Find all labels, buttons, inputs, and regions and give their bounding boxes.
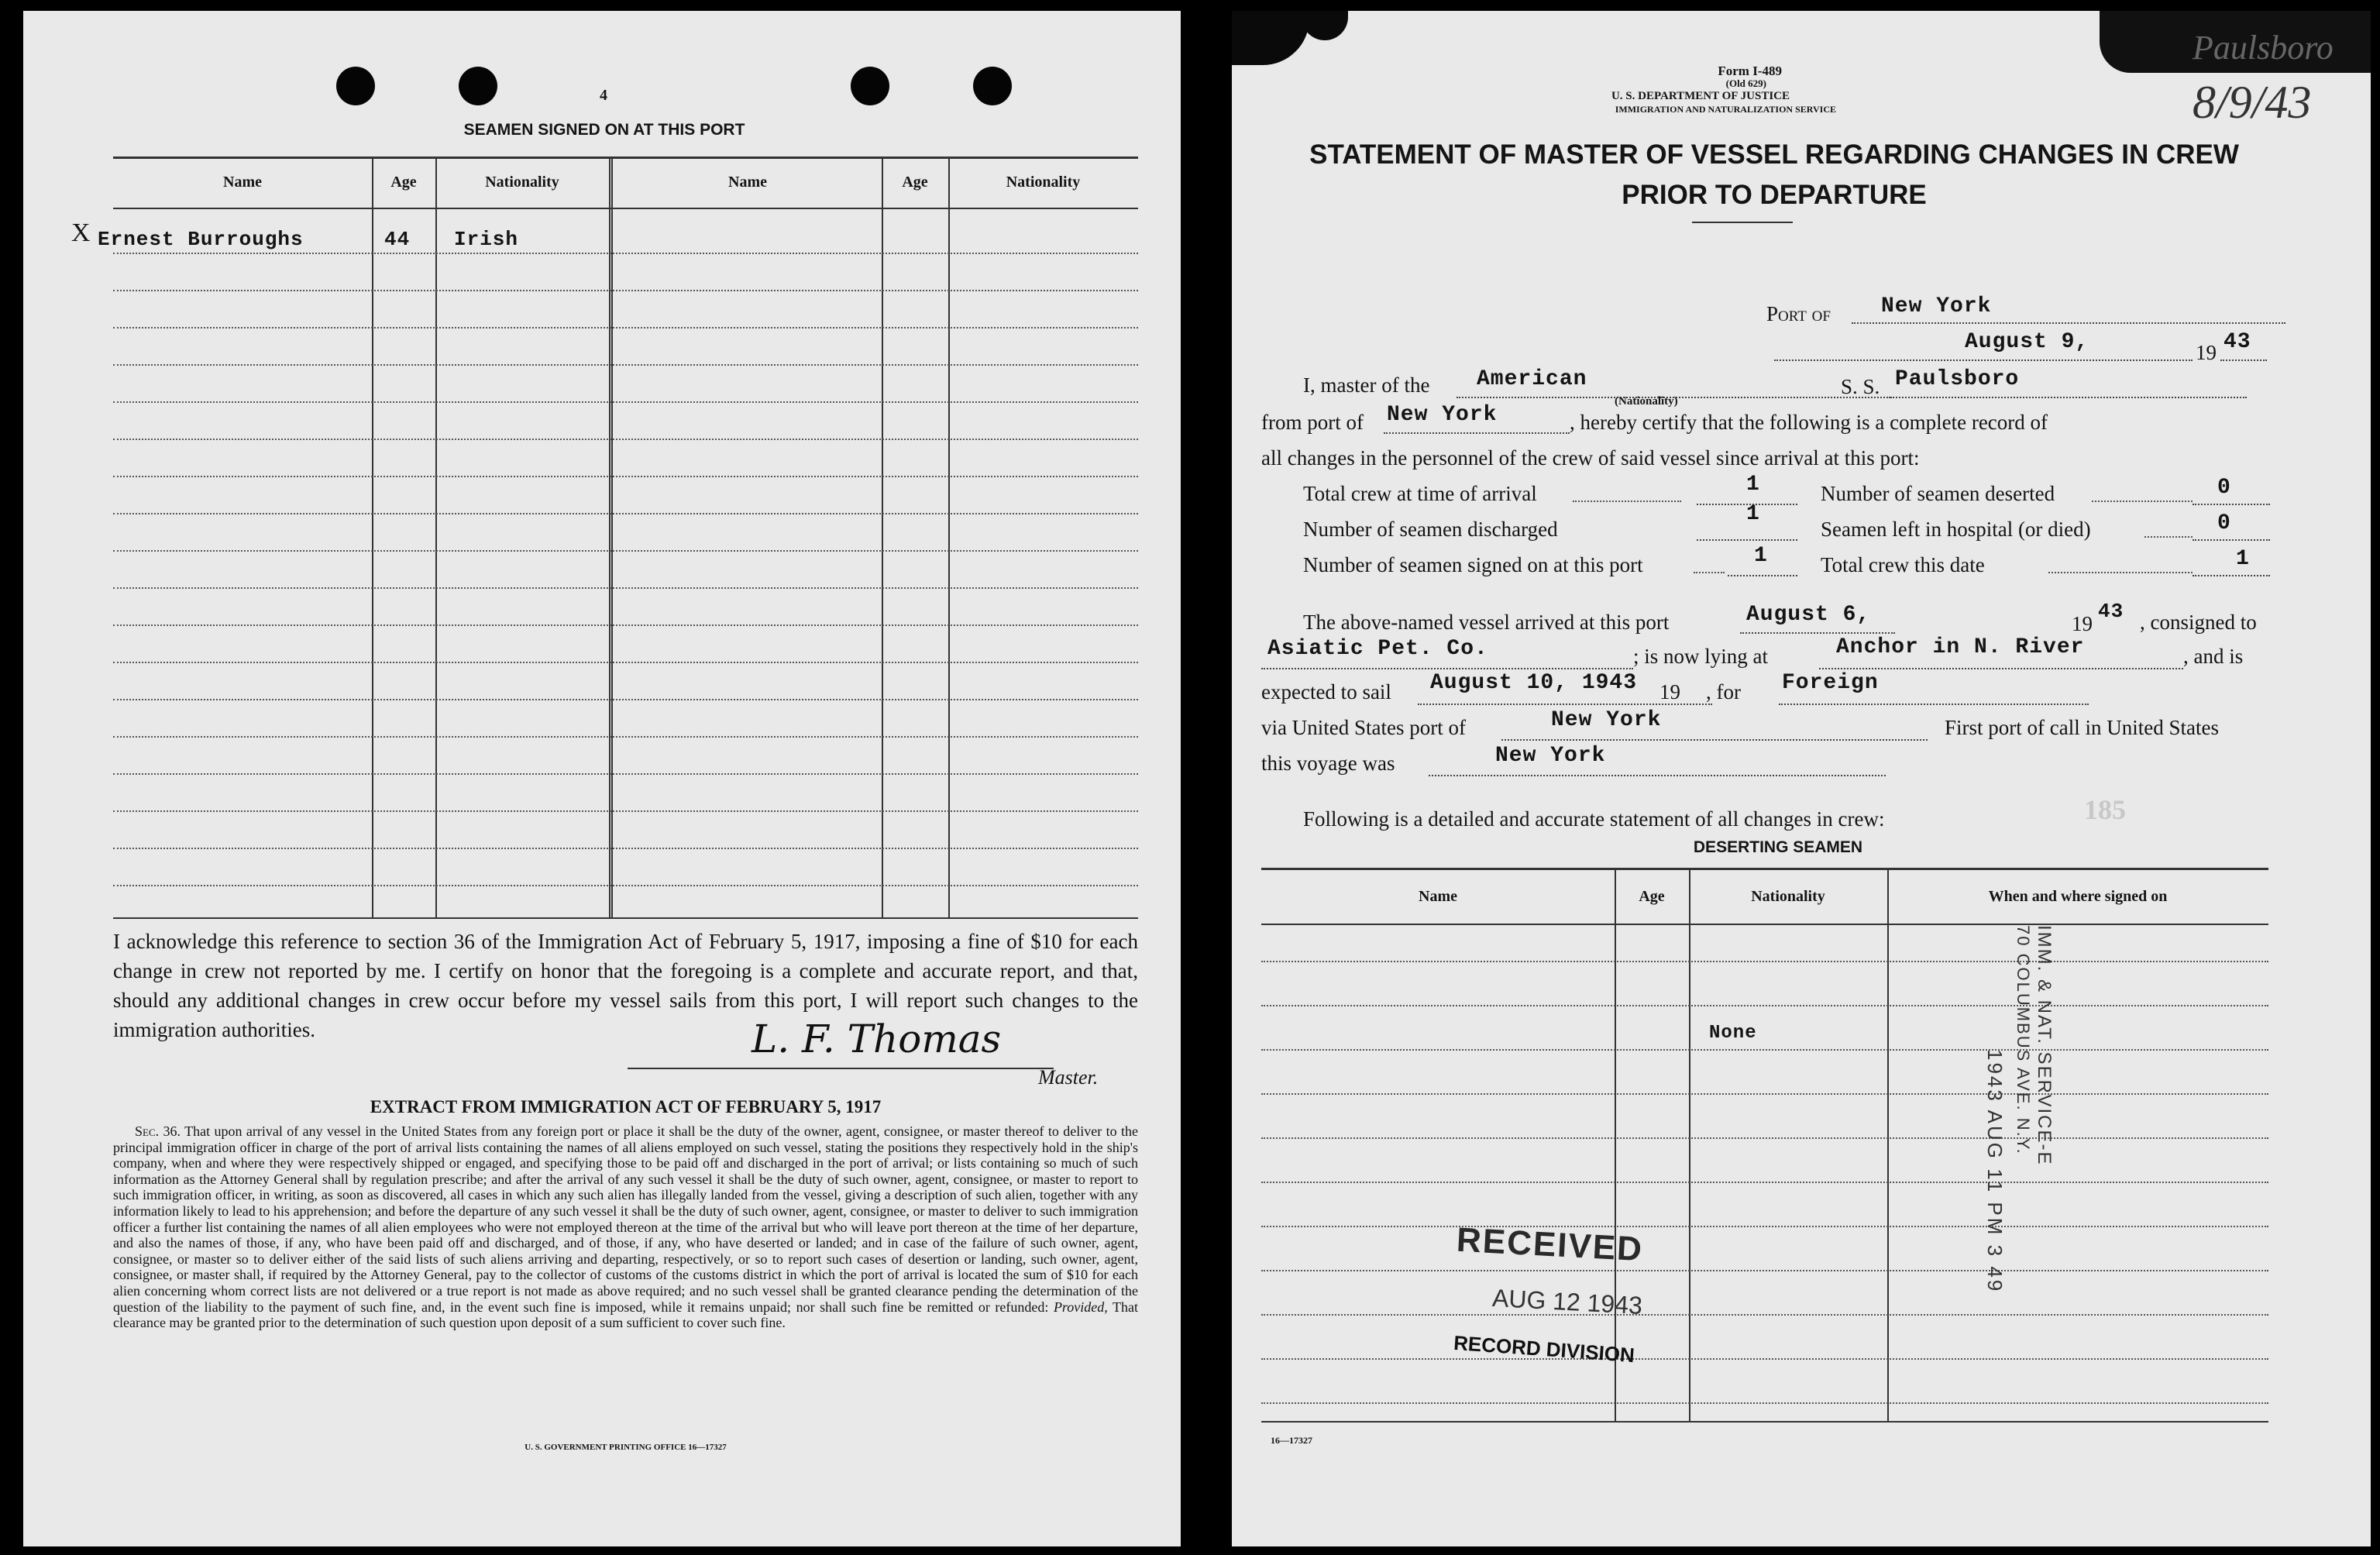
column-header-nationality: Nationality xyxy=(1751,888,1825,905)
nationality-caption: (Nationality) xyxy=(1615,395,1678,408)
record-division-stamp: RECORD DIVISION xyxy=(1453,1330,1635,1368)
table-row-line xyxy=(1261,1402,2268,1404)
signature-role: Master. xyxy=(1038,1066,1099,1089)
table-row-line xyxy=(113,848,1138,849)
punch-hole xyxy=(973,67,1012,105)
sail-year-prefix: 19 xyxy=(1659,680,1680,704)
page-title: SEAMEN SIGNED ON AT THIS PORT xyxy=(463,121,745,139)
stat-value: 1 xyxy=(2236,547,2250,571)
deserting-none: None xyxy=(1709,1023,1757,1044)
consignee-value: Asiatic Pet. Co. xyxy=(1267,637,1488,661)
column-header-age: Age xyxy=(902,174,928,191)
table-row-line xyxy=(113,624,1138,626)
punch-hole xyxy=(459,67,497,105)
printer-line: 16—17327 xyxy=(1271,1435,1312,1446)
table-row-line xyxy=(113,587,1138,589)
and-is-label: , and is xyxy=(2183,645,2244,668)
table-row-line xyxy=(113,401,1138,403)
expected-label: expected to sail xyxy=(1261,680,1391,704)
printer-line: U. S. GOVERNMENT PRINTING OFFICE 16—17327 xyxy=(524,1443,727,1452)
sail-date: August 10, 1943 xyxy=(1430,671,1638,695)
table-row-line xyxy=(1261,1093,2268,1095)
column-header-signed-on: When and where signed on xyxy=(1988,888,2168,905)
master-signature: L. F. Thomas xyxy=(751,1017,1002,1061)
faint-number: 185 xyxy=(2084,794,2126,825)
certify-text-2: all changes in the personnel of the crew of said vessel since arrival at this port: xyxy=(1261,446,1920,470)
table-row-line xyxy=(113,662,1138,663)
destination-value: Foreign xyxy=(1782,671,1879,695)
stat-value: 1 xyxy=(1746,473,1760,497)
handwritten-corner-date: 8/9/43 xyxy=(2193,77,2312,128)
table-row-line xyxy=(113,810,1138,812)
column-header-name: Name xyxy=(1419,888,1457,905)
received-stamp: RECEIVED xyxy=(1455,1220,1645,1269)
year-value: 43 xyxy=(2224,330,2251,354)
statement-date: August 9, xyxy=(1965,330,2089,354)
via-label: via United States port of xyxy=(1261,716,1466,739)
table-row-line xyxy=(113,885,1138,886)
arrived-label: The above-named vessel arrived at this port xyxy=(1303,611,1670,634)
consigned-label: , consigned to xyxy=(2140,611,2257,634)
arrived-year: 43 xyxy=(2098,600,2124,623)
via-port-value: New York xyxy=(1551,708,1662,732)
following-text: Following is a detailed and accurate statement of all changes in crew: xyxy=(1303,807,1885,831)
statement-title: STATEMENT OF MASTER OF VESSEL REGARDING CHANGES IN CREW xyxy=(1309,139,2239,170)
seaman-name: Ernest Burroughs xyxy=(98,228,304,251)
column-header-nationality: Nationality xyxy=(1006,174,1081,191)
check-mark: X xyxy=(71,218,91,247)
table-row-line xyxy=(1261,1314,2268,1316)
vessel-name: Paulsboro xyxy=(1895,367,2020,391)
stat-label: Seamen left in hospital (or died) xyxy=(1821,518,2091,541)
table-row-line xyxy=(1261,1358,2268,1360)
service-stamp-line-1: IMM. & NAT. SERVICE-E xyxy=(2034,925,2055,1166)
table-row-line xyxy=(113,439,1138,440)
stat-value: 0 xyxy=(2217,511,2231,535)
extract-title: EXTRACT FROM IMMIGRATION ACT OF FEBRUARY 5, 1917 xyxy=(370,1097,882,1116)
page-number: 4 xyxy=(600,87,607,104)
column-header-name: Name xyxy=(728,174,767,191)
arrived-year-prefix: 19 xyxy=(2072,612,2093,635)
arrived-date: August 6, xyxy=(1746,603,1871,627)
nationality-value: American xyxy=(1477,367,1587,391)
table-row-line xyxy=(113,253,1138,254)
first-call-label: First port of call in United States xyxy=(1945,716,2219,739)
port-label: Port of xyxy=(1766,302,1831,325)
right-page xyxy=(1232,11,2371,1546)
table-row-line xyxy=(1261,1049,2268,1051)
table-row-line xyxy=(1261,961,2268,962)
punch-hole xyxy=(851,67,889,105)
extract-text: Sec. 36. That upon arrival of any vessel in the United States from any foreign port or place it shall be the duty of the owner, agent, consignee, or master thereof to deliver to the principal immigration officer in charge of the port of arrival lists containing the names of all aliens employed on such vessel, stating the positions they respectively hold in the ship's company, when and where they were respectively shipped or engaged, and specifying those to be paid off and discharged in the port of arrival; or lists containing so much of such information as the Attorney General shall by regulation prescribe; and after the arrival of any such vessel it shall be the duty of such owner, agent, consignee, or master to report to such immigration officer, in writing, as soon as discovered, all cases in which any such alien has illegally landed from the vessel, giving a description of such alien, together with any information likely to lead to his apprehension; and before the departure of any such vessel it shall be the duty of such owner, agent, consignee, or master to deliver to such immigration officer a further list containing the names of all alien employees who were not employed thereon at the time of the arrival but who will leave port thereon at the time of her departure, and also the names of those, if any, who have been paid off and discharged, and of those, if any, who have deserted or landed; and in case of the failure of such owner, agent, consignee, or master so to deliver either of the said lists of such aliens arriving and departing, respectively, or so to report such cases of desertion or landing, such owner, agent, consignee, or master shall, if required by the Attorney General, pay to the collector of customs of the customs district in which the port of arrival is located the sum of $10 for each alien concerning whom correct lists are not delivered or a true report is not made as above required; and no such vessel shall be granted clearance pending the determination of the question of the liability to the payment of such fine, and, in the event such fine is imposed, while it remains unpaid; nor shall such fine be remitted or refunded: Provided, That clearance may be granted prior to the determination of such question upon deposit of a sum sufficient to cover such fine. xyxy=(113,1123,1138,1331)
table-row-line xyxy=(113,773,1138,775)
table-row-line xyxy=(113,476,1138,477)
table-row-line xyxy=(1261,1226,2268,1227)
voyage-label: this voyage was xyxy=(1261,752,1395,775)
master-label: I, master of the xyxy=(1303,373,1430,397)
stat-label: Total crew this date xyxy=(1821,553,1985,576)
for-label: , for xyxy=(1706,680,1741,704)
table-row-line xyxy=(1261,1137,2268,1139)
seaman-age: 44 xyxy=(384,228,411,251)
left-page xyxy=(23,11,1181,1546)
seaman-nationality: Irish xyxy=(454,228,519,251)
column-header-age: Age xyxy=(1639,888,1665,905)
year-prefix: 19 xyxy=(2196,341,2217,364)
service-stamp-line-2: 70 COLUMBUS AVE. N.Y. xyxy=(2014,925,2033,1155)
table-row-line xyxy=(113,513,1138,514)
lying-label: ; is now lying at xyxy=(1633,645,1768,668)
handwritten-corner-note: Paulsboro xyxy=(2193,29,2334,67)
stat-value: 1 xyxy=(1746,502,1760,526)
from-port-value: New York xyxy=(1387,403,1498,427)
ss-label: S. S. xyxy=(1841,375,1880,398)
table-row-line xyxy=(113,550,1138,552)
department: U. S. DEPARTMENT OF JUSTICE xyxy=(1611,90,1790,102)
from-port-label: from port of xyxy=(1261,411,1364,434)
date-time-stamp: 1943 AUG 11 PM 3 49 xyxy=(1983,1049,2007,1294)
service-name: IMMIGRATION AND NATURALIZATION SERVICE xyxy=(1615,104,1836,115)
lying-at-value: Anchor in N. River xyxy=(1836,635,2085,659)
statement-subtitle: PRIOR TO DEPARTURE xyxy=(1622,180,1927,210)
column-header-name: Name xyxy=(223,174,262,191)
stat-label: Number of seamen discharged xyxy=(1303,518,1558,541)
port-value: New York xyxy=(1881,294,1992,318)
stat-value: 1 xyxy=(1754,544,1768,568)
stat-label: Total crew at time of arrival xyxy=(1303,482,1537,505)
column-header-age: Age xyxy=(390,174,417,191)
table-row-line xyxy=(1261,1182,2268,1183)
table-row-line xyxy=(113,327,1138,329)
stat-label: Number of seamen deserted xyxy=(1821,482,2055,505)
punch-hole xyxy=(336,67,375,105)
acknowledgement-text: I acknowledge this reference to section 36 of the Immigration Act of February 5, 1917, imposing a fine of $10 for each change in crew not reported by me. I certify on honor that the foregoing is a complete and accurate report, and that, should any additional changes in crew occur before my vessel sails from this port, I will report such changes to the immigration authorities. xyxy=(113,930,1138,1041)
form-number: Form I-489 xyxy=(1718,64,1782,78)
table-row-line xyxy=(1261,1270,2268,1271)
stat-value: 0 xyxy=(2217,476,2231,500)
certify-text: , hereby certify that the following is a complete record of xyxy=(1570,411,2048,434)
table-row-line xyxy=(113,736,1138,738)
column-header-nationality: Nationality xyxy=(485,174,559,191)
form-old-number: (Old 629) xyxy=(1725,77,1766,89)
stat-label: Number of seamen signed on at this port xyxy=(1303,553,1643,576)
received-stamp-date: AUG 12 1943 xyxy=(1491,1283,1643,1320)
table-row-line xyxy=(1261,1005,2268,1006)
table-row-line xyxy=(113,364,1138,366)
first-call-value: New York xyxy=(1495,744,1606,768)
table-row-line xyxy=(113,699,1138,700)
table-row-line xyxy=(113,290,1138,291)
deserting-title: DESERTING SEAMEN xyxy=(1693,838,1863,856)
